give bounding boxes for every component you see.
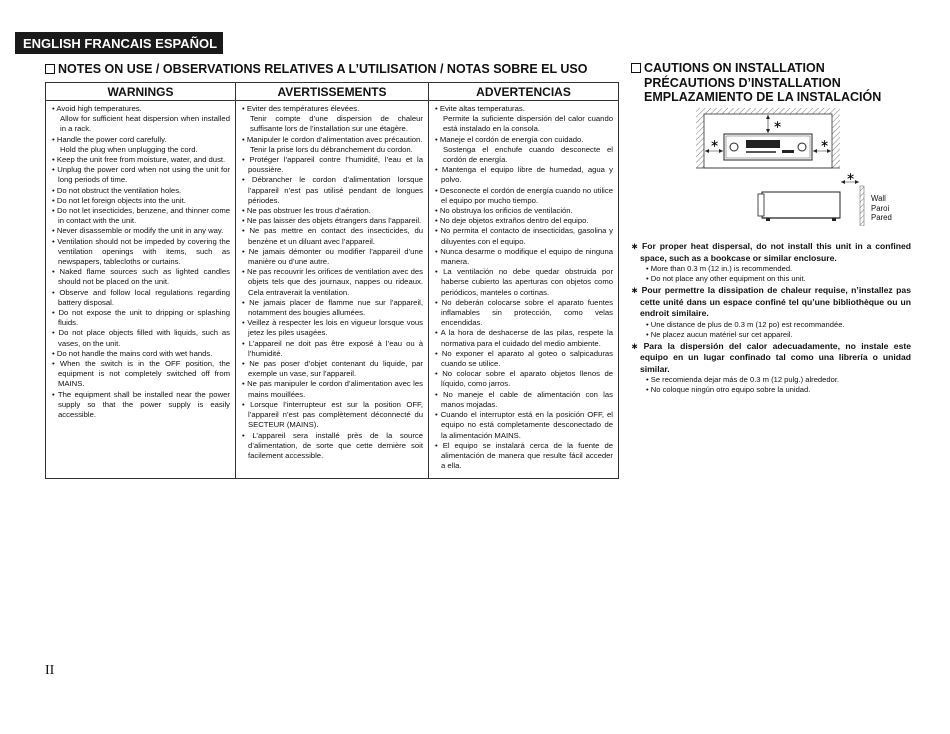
notes-title-text: NOTES ON USE / OBSERVATIONS RELATIVES A L’UTILISATION / NOTAS SOBRE EL USO (58, 62, 588, 76)
cautions-title (631, 61, 881, 105)
clearance-marker-right: ∗ (820, 137, 830, 150)
note-text: Ne pas manipuler le cordon d’alimentation avec les mains mouillées. (247, 379, 423, 399)
note-item: • Evite altas temperaturas. Permite la suficiente dispersión del calor cuando está instalado en la consola. (435, 104, 613, 134)
note-item: • L’appareil sera installé près de la source d’alimentation, de sorte que cette dernière soit facilement accessible. (242, 430, 423, 460)
column-heading-advertencias: ADVERTENCIAS (429, 83, 619, 101)
notes-section-title (45, 62, 587, 76)
note-item: • Naked flame sources such as lighted candles should not be placed on the unit. (52, 267, 230, 287)
note-item: • No permita el contacto de insecticidas, gasolina y diluyentes con el equipo. (435, 226, 614, 246)
note-subtext: Allow for sufficient heat dispersion when installed in a rack. (60, 114, 230, 134)
note-text: Lorsque l’interrupteur est sur la position OFF, l’appareil n’est pas complètement déconnecté du SECTEUR (MAINS). (248, 399, 423, 430)
note-text: Do not handle the mains cord with wet hands. (56, 348, 213, 358)
note-item: • Do not handle the mains cord with wet hands. (52, 348, 213, 358)
caution-note: ∗ Pour permettre la dissipation de chaleur requise, n’installez pas cette unité dans un espace confiné tel qu’une bibliothèque ou un endroit similaire. (631, 285, 911, 318)
note-item: • No exponer el aparato al goteo o salpicaduras cuando se utilice. (435, 348, 614, 369)
page-number: II (45, 663, 55, 678)
note-text: Do not let insecticides, benzene, and thinner come in contact with the unit. (56, 206, 231, 226)
caution-bullet: • Do not place any other equipment on this unit. (646, 274, 806, 283)
caution-bullet: • Se recomienda dejar más de 0.3 m (12 pulg.) alrededor. (646, 375, 840, 384)
note-item: • Ne pas manipuler le cordon d’alimentation avec les mains mouillées. (242, 379, 423, 399)
note-text: Manipuler le cordon d’alimentation avec précaution. (246, 134, 423, 144)
note-text: When the switch is in the OFF position, the equipment is not completely switched off from MAINS. (58, 359, 230, 389)
note-item: • El equipo se instalará cerca de la fuente de alimentación de manera que resulte fácil acceder a ella. (435, 440, 613, 471)
note-text: Never disassemble or modify the unit in any way. (56, 226, 224, 236)
note-text: Do not expose the unit to dripping or splashing fluids. (58, 308, 230, 328)
checkbox-icon (45, 64, 55, 74)
cautions-title-en: CAUTIONS ON INSTALLATION (644, 61, 825, 75)
note-item: • La ventilación no debe quedar obstruida por haberse cubierto las aperturas con objetos como periódicos, manteles o cortinas. (435, 267, 614, 297)
wall-label-en: Wall (871, 194, 886, 203)
note-subtext: Hold the plug when unplugging the cord. (60, 144, 198, 154)
note-item: • Do not let insecticides, benzene, and thinner come in contact with the unit. (52, 206, 231, 226)
note-text: Ventilation should not be impeded by covering the ventilation openings with items, such as newspapers, tablecloths or curtains. (57, 236, 230, 267)
caution-note: ∗ Para la dispersión del calor adecuadamente, no instale este equipo en un lugar confinado tal como una librería o unidad similar. (631, 340, 911, 374)
note-item: • Handle the power cord carefully. Hold the plug when unplugging the cord. (51, 135, 230, 155)
caution-bullet-text: Do not place any other equipment on this unit. (650, 274, 806, 283)
side-wall-icon (860, 186, 864, 226)
note-item: • Cuando el interruptor está en la posición OFF, el equipo no está completamente desconectado de la alimentación MAINS. (435, 410, 613, 440)
note-text: Do not let foreign objects into the unit. (56, 195, 186, 205)
column-heading-warnings: WARNINGS (46, 83, 236, 101)
note-text: The equipment shall be installed near the power supply so that the power supply is easily accessible. (57, 389, 230, 420)
note-item: • Ne jamais placer de flamme nue sur l’appareil, notamment des bougies allumées. (242, 297, 424, 318)
notes-table (45, 82, 619, 479)
note-text: Naked flame sources such as lighted candles should not be placed on the unit. (58, 267, 230, 287)
note-text: Veillez à respecter les lois en vigueur lorsque vous jetez les piles usagées. (247, 318, 424, 338)
advertencias-cell (429, 101, 619, 479)
note-subtext: Permite la suficiente dispersión del calor cuando está instalado en la consola. (443, 114, 613, 134)
caution-bullets (631, 375, 911, 395)
note-text: Eviter des températures élevées. (246, 104, 360, 113)
note-text: No deje objetos extraños dentro del equipo. (439, 216, 589, 226)
avertissements-cell (236, 101, 429, 479)
note-item: • Ne pas mettre en contact des insecticides, du benzène et un diluant avec l’appareil. (242, 226, 423, 246)
caution-note: ∗ For proper heat dispersal, do not install this unit in a confined space, such as a bookcase or similar enclosure. (631, 241, 912, 263)
note-text: Ne pas poser d’objet contenant du liquide, par exemple un vase, sur l’appareil. (248, 359, 423, 379)
note-item: • Protéger l’appareil contre l’humidité, l’eau et la poussière. (242, 155, 423, 175)
language-bar: ENGLISH FRANCAIS ESPAÑOL (15, 32, 223, 54)
receiver-side-icon (762, 192, 840, 218)
note-text: Avoid high temperatures. (56, 104, 142, 113)
avertissements-list (241, 104, 423, 461)
warnings-cell (46, 101, 236, 479)
note-item: • Ne jamais démonter ou modifier l’appareil d’une manière ou d’une autre. (242, 246, 424, 267)
note-text: Handle the power cord carefully. (56, 134, 167, 144)
note-item: • L’appareil ne doit pas être exposé à l’eau ou à l’humidité. (242, 338, 424, 358)
note-text: Maneje el cordón de energía con cuidado. (439, 134, 584, 144)
note-subtext: Sostenga el enchufe cuando desconecte el cordón de energía. (443, 144, 613, 165)
note-item: • No maneje el cable de alimentación con las manos mojadas. (435, 389, 613, 409)
caution-note-text: Para la dispersión del calor adecuadamente, no instale este equipo en un lugar confinado tal como una librería o unidad similar. (640, 340, 911, 374)
note-text: Nunca desarme o modifique el equipo de ninguna manera. (440, 246, 613, 267)
note-item: • Eviter des températures élevées. Tenir compte d’une dispersion de chaleur suffisante lors de l’installation sur une étagère. (242, 104, 423, 134)
caution-note-text: Pour permettre la dissipation de chaleur requise, n’installez pas cette unité dans un espace confiné tel qu’une bibliothèque ou un endroit similaire. (640, 285, 911, 318)
note-text: Ne jamais démonter ou modifier l’appareil d’une manière ou d’une autre. (248, 246, 424, 267)
note-item: • Avoid high temperatures. Allow for sufficient heat dispersion when installed in a rack. (52, 104, 230, 134)
note-item: • When the switch is in the OFF position, the equipment is not completely switched off from MAINS. (52, 359, 230, 389)
caution-bullet-text: Ne placez aucun matériel sur cet appareil. (650, 329, 793, 339)
caution-bullet-text: Une distance de plus de 0.3 m (12 po) est recommandée. (650, 319, 845, 329)
note-text: A la hora de deshacerse de las pilas, respete la normativa para el cuidado del medio ambiente. (440, 328, 613, 348)
note-text: Ne pas mettre en contact des insecticides, du benzène et un diluant avec l’appareil. (248, 226, 423, 246)
cautions-notes (631, 241, 911, 396)
note-item: • Desconecte el cordón de energía cuando no utilice el equipo por mucho tiempo. (435, 185, 613, 205)
note-text: Débrancher le cordon d’alimentation lorsque l’appareil n’est pas utilisé pendant de longues périodes. (248, 175, 423, 205)
warnings-list (51, 104, 230, 420)
caution-bullets (631, 320, 911, 340)
note-item: • Ventilation should not be impeded by covering the ventilation openings with items, such as newspapers, tablecloths or curtains. (52, 236, 230, 267)
note-text: Observe and follow local regulations regarding battery disposal. (58, 287, 230, 307)
note-item: • Do not let foreign objects into the unit. (52, 195, 186, 205)
caution-bullet: • Une distance de plus de 0.3 m (12 po) est recommandée. (646, 319, 845, 329)
note-text: Evite altas temperaturas. (439, 104, 525, 113)
note-text: No permita el contacto de insecticidas, gasolina y diluyentes con el equipo. (440, 226, 614, 246)
cautions-title-fr: PRÉCAUTIONS D’INSTALLATION (644, 75, 841, 90)
note-item: • Manipuler le cordon d’alimentation avec précaution. Tenir la prise lors du débranchement du cordon. (242, 134, 423, 154)
note-item: • No deberán colocarse sobre el aparato fuentes inflamables sin protección, como velas encendidas. (435, 297, 613, 328)
note-subtext: Tenir la prise lors du débranchement du cordon. (250, 144, 413, 154)
caution-bullet: • More than 0.3 m (12 in.) is recommended. (646, 264, 793, 273)
note-item: • No colocar sobre el aparato objetos llenos de líquido, como jarros. (435, 369, 614, 389)
note-text: Protéger l’appareil contre l’humidité, l’eau et la poussière. (248, 155, 423, 175)
note-text: No exponer el aparato al goteo o salpicaduras cuando se utilice. (441, 348, 614, 369)
caution-bullet: • Ne placez aucun matériel sur cet appareil. (646, 329, 793, 339)
note-text: No maneje el cable de alimentación con las manos mojadas. (441, 389, 613, 409)
note-item: • Do not expose the unit to dripping or splashing fluids. (52, 308, 230, 328)
note-item: • Lorsque l’interrupteur est sur la position OFF, l’appareil n’est pas complètement déconnecté du SECTEUR (MAINS). (242, 399, 423, 430)
checkbox-icon (631, 63, 641, 73)
note-text: No colocar sobre el aparato objetos llenos de líquido, como jarros. (441, 369, 614, 389)
note-item: • Keep the unit free from moisture, water, and dust. (52, 155, 226, 165)
note-text: Ne pas laisser des objets étrangers dans l’appareil. (246, 216, 422, 226)
wall-labels (871, 194, 892, 223)
caution-bullet-text: More than 0.3 m (12 in.) is recommended. (650, 264, 793, 273)
note-item: • Ne pas poser d’objet contenant du liquide, par exemple un vase, sur l’appareil. (242, 359, 423, 379)
note-item: • Nunca desarme o modifique el equipo de ninguna manera. (435, 246, 613, 267)
note-item: • Unplug the power cord when not using the unit for long periods of time. (52, 165, 230, 185)
note-subtext: Tenir compte d’une dispersion de chaleur suffisante lors de l’installation sur une étagère. (250, 114, 423, 134)
note-item: • Ne pas recouvrir les orifices de ventilation avec des objets tels que des journaux, nappes ou rideaux. Cela entraverait la ventilation. (242, 267, 423, 297)
note-item: • Observe and follow local regulations regarding battery disposal. (52, 287, 230, 307)
note-text: Do not place objects filled with liquids, such as vases, on the unit. (58, 328, 231, 348)
caution-bullets (631, 264, 911, 284)
note-text: Desconecte el cordón de energía cuando no utilice el equipo por mucho tiempo. (439, 185, 613, 205)
note-text: Do not obstruct the ventilation holes. (56, 185, 182, 195)
note-text: Unplug the power cord when not using the unit for long periods of time. (57, 165, 230, 185)
note-text: Mantenga el equipo libre de humedad, agua y polvo. (441, 165, 613, 185)
note-item: • Ne pas obstruer les trous d’aération. (242, 206, 371, 216)
note-text: No obstruya los orificios de ventilación. (439, 206, 573, 216)
cautions-title-es: EMPLAZAMIENTO DE LA INSTALACIÓN (644, 90, 882, 104)
note-item: • The equipment shall be installed near the power supply so that the power supply is easily accessible. (52, 389, 230, 420)
wall-label-es: Pared (871, 213, 892, 222)
installation-diagram (690, 106, 890, 226)
note-item: • A la hora de deshacerse de las pilas, respete la normativa para el cuidado del medio ambiente. (435, 328, 613, 348)
note-text: Cuando el interruptor está en la posición OFF, el equipo no está completamente desconectado de la alimentación MAINS. (440, 410, 613, 440)
note-item: • No deje objetos extraños dentro del equipo. (435, 216, 589, 226)
note-item: • Ne pas laisser des objets étrangers dans l’appareil. (242, 216, 422, 226)
note-text: L’appareil sera installé près de la source d’alimentation, de sorte que cette dernière soit facilement accessible. (248, 430, 423, 460)
note-item: • Mantenga el equipo libre de humedad, agua y polvo. (435, 165, 613, 185)
caution-bullet: • No coloque ningún otro equipo sobre la unidad. (646, 385, 811, 394)
note-item: • Maneje el cordón de energía con cuidado. Sostenga el enchufe cuando desconecte el cordón de energía. (435, 134, 613, 165)
note-item: • Veillez à respecter les lois en vigueur lorsque vous jetez les piles usagées. (242, 318, 424, 338)
note-text: La ventilación no debe quedar obstruida por haberse cubierto las aperturas con objetos como periódicos, manteles o cortinas. (441, 267, 614, 297)
clearance-marker-top: ∗ (773, 118, 783, 131)
caution-note-text: For proper heat dispersal, do not install this unit in a confined space, such as a bookcase or similar enclosure. (640, 241, 912, 263)
column-heading-avertissements: AVERTISSEMENTS (236, 83, 429, 101)
note-item: • Never disassemble or modify the unit in any way. (52, 226, 224, 236)
advertencias-list (434, 104, 613, 471)
caution-bullet-text: No coloque ningún otro equipo sobre la unidad. (650, 385, 811, 394)
note-text: No deberán colocarse sobre el aparato fuentes inflamables sin protección, como velas encendidas. (441, 297, 613, 328)
clearance-marker-left: ∗ (710, 137, 720, 150)
clearance-marker-back: ∗ (846, 170, 856, 183)
note-text: Ne pas recouvrir les orifices de ventilation avec des objets tels que des journaux, nappes ou rideaux. Cela entraverait la ventilation. (246, 267, 423, 297)
note-item: • Débrancher le cordon d’alimentation lorsque l’appareil n’est pas utilisé pendant de longues périodes. (242, 175, 423, 205)
note-item: • Do not place objects filled with liquids, such as vases, on the unit. (52, 328, 231, 348)
note-text: Ne pas obstruer les trous d’aération. (246, 206, 371, 216)
note-text: El equipo se instalará cerca de la fuente de alimentación de manera que resulte fácil acceder a ella. (441, 440, 613, 471)
note-text: L’appareil ne doit pas être exposé à l’eau ou à l’humidité. (248, 338, 424, 358)
note-item: • Do not obstruct the ventilation holes. (52, 185, 182, 195)
caution-bullet-text: Se recomienda dejar más de 0.3 m (12 pulg.) alrededor. (650, 375, 840, 384)
note-text: Ne jamais placer de flamme nue sur l’appareil, notamment des bougies allumées. (248, 297, 424, 318)
note-item: • No obstruya los orificios de ventilación. (435, 206, 573, 216)
wall-label-fr: Paroi (871, 203, 890, 213)
note-text: Keep the unit free from moisture, water, and dust. (56, 155, 226, 165)
